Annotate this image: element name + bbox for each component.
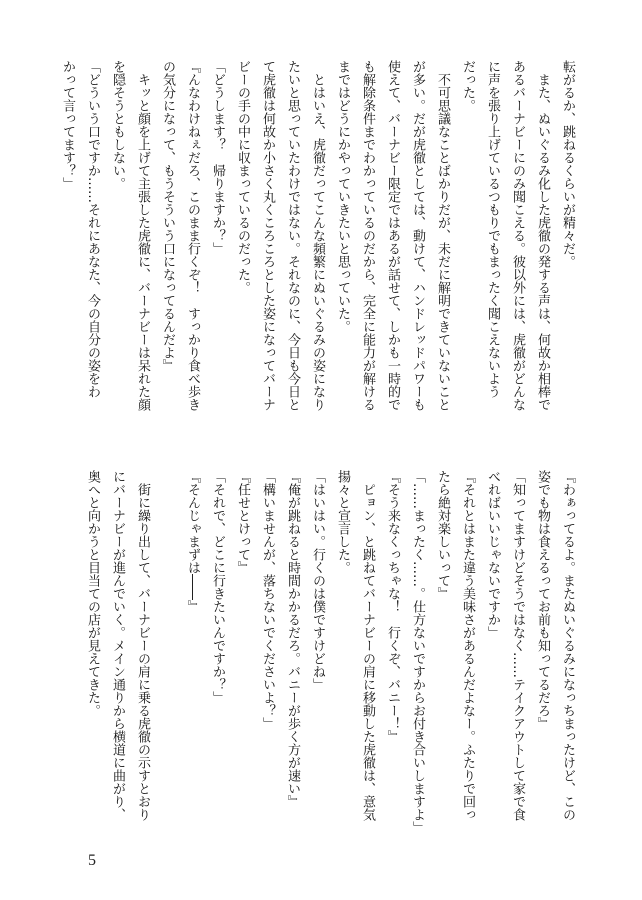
text-block-upper	[60, 60, 580, 415]
text-line: に声を張り上げているつもりでもまったく聞こえないよう	[485, 60, 500, 398]
text-line: べればいいじゃないですか」	[485, 470, 500, 639]
text-line: 揚々と宣言した。	[335, 470, 350, 574]
blank-line	[155, 470, 180, 830]
text-line: も解除条件までわかっているのだから、完全に能力が解ける	[360, 60, 375, 411]
text-line: たいと思っていたわけではない。それなのに、今日も今日と	[285, 60, 300, 411]
text-line: 「……まったく……。仕方ないですからお付き合いしますよ」	[410, 470, 425, 834]
text-line: まではどうにかやっていきたいと思っていた。	[335, 60, 350, 333]
text-line: 『それとはまた違う美味さがあるんだよなー。ふたりで回っ	[460, 470, 475, 821]
text-line: たら絶対楽しいって』	[435, 470, 450, 600]
text-line: 『俺が跳ねると時間かかるだろ。バニーが歩く方が速い』	[285, 470, 300, 808]
text-line: 『わぁってるよ。またぬいぐるみになっちまったけど、この	[560, 470, 575, 821]
text-line: を隠そうともしない。	[110, 60, 125, 190]
text-line: また、ぬいぐるみ化した虎徹の発する声は、何故か相棒で	[535, 60, 550, 411]
text-line: だった。	[460, 60, 475, 112]
text-line: 「知ってますけどそうではなく……テイクアウトして家で食	[510, 470, 525, 821]
text-line: 『任せとけって』	[235, 470, 250, 574]
text-line: あるバーナビーにのみ聞こえる。彼以外には、虎徹がどんな	[510, 60, 525, 411]
text-line: 「どういう口ですか……それにあなた、今の自分の姿をわ	[85, 60, 100, 398]
text-line: 『そんじゃまずは――』	[185, 470, 200, 613]
text-line: 「構いませんが、落ちないでくださいよ？」	[260, 470, 275, 730]
text-line: て虎徹は何故か小さく丸くころころとした姿になってバーナ	[260, 60, 275, 411]
text-line: ピョン、と跳ねてバーナビーの肩に移動した虎徹は、意気	[360, 470, 375, 821]
text-line: キッと顔を上げて主張した虎徹に、バーナビーは呆れた顔	[135, 60, 150, 411]
text-line: 『んなわけねぇだろ、このまま行くぞ！ すっかり食べ歩き	[185, 60, 200, 411]
text-line: が多い。だが虎徹としては、動けて、ハンドレッドパワーも	[410, 60, 425, 411]
text-line: 奥へと向かうと目当ての店が見えてきた。	[85, 470, 100, 717]
text-line: 姿でも物は食えるってお前も知ってるだろ』	[535, 470, 550, 730]
text-line: 街に繰り出して、バーナビーの肩に乗る虎徹の示すとおり	[135, 470, 150, 821]
text-line: にバーナビーが進んでいく。メイン通りから横道に曲がり、	[110, 470, 125, 821]
text-line: 「はいはい。行くのは僕ですけどね」	[310, 470, 325, 691]
text-line: とはいえ、虎徹だってこんな頻繁にぬいぐるみの姿になり	[310, 60, 325, 411]
text-line: 「それで、どこに行きたいんですか？」	[210, 470, 225, 704]
text-line: の気分になって、もうそういう口になってるんだよ』	[160, 60, 175, 372]
text-line: 『そう来なくっちゃな！ 行くぞ、バニー！』	[385, 470, 400, 743]
text-line: 使えて、バーナビー限定ではあるが話せて、しかも一時的で	[385, 60, 400, 411]
text-block-lower	[75, 470, 580, 834]
text-line: 「どうします？ 帰りますか？」	[210, 60, 225, 255]
text-line: かって言ってます？」	[60, 60, 75, 190]
text-line: ビーの手の中に収まっているのだった。	[235, 60, 250, 294]
text-line: 転がるか、跳ねるくらいが精々だ。	[560, 60, 575, 268]
page-number: 5	[88, 852, 96, 869]
text-line: 不可思議なことばかりだが、未だに解明できていないこと	[435, 60, 450, 411]
